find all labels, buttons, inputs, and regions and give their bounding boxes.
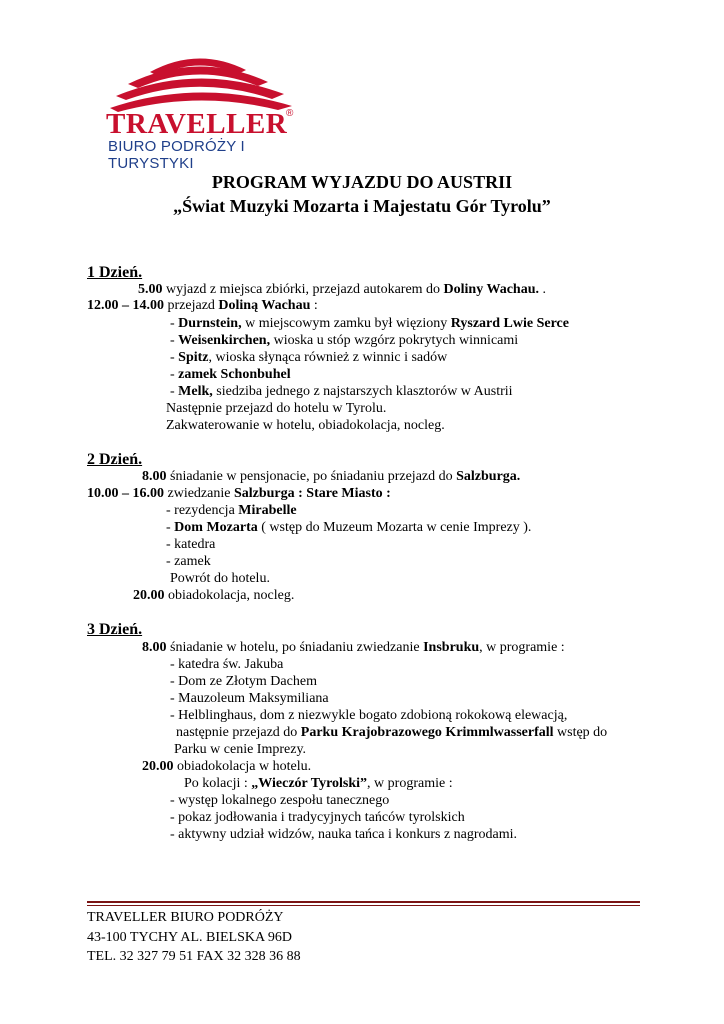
day1-line5: - Spitz, wioska słynąca również z winnic i sadów [170,350,448,365]
day3-line6: następnie przejazd do Parku Krajobrazowego Krimmlwasserfall wstęp do [176,725,608,740]
day1-line8: Następnie przejazd do hotelu w Tyrolu. [166,401,387,416]
day2-line4: - Dom Mozarta ( wstęp do Muzeum Mozarta w cenie Imprezy ). [166,520,532,535]
day3-line5: - Helblinghaus, dom z niezwykle bogato zdobioną rokokową elewacją, [170,708,568,723]
day3-line2: - katedra św. Jakuba [170,657,284,672]
program-title: PROGRAM WYJAZDU DO AUSTRII [211,172,513,192]
day2-line7: Powrót do hotelu. [170,571,270,586]
day3-line9: Po kolacji : „Wieczór Tyrolski”, w programie : [184,776,453,791]
day2-line3: - rezydencja Mirabelle [166,503,297,518]
day1-line1: 5.00 wyjazd z miejsca zbiórki, przejazd autokarem do Doliny Wachau. . [138,282,546,297]
logo-subtitle: BIURO PODRÓŻY I TURYSTYKI [108,138,245,172]
footer-phone: TEL. 32 327 79 51 FAX 32 328 36 88 [87,949,301,964]
footer-company: TRAVELLER BIURO PODRÓŻY [87,910,284,925]
day2-line8: 20.00 obiadokolacja, nocleg. [133,588,295,603]
day3-heading: 3 Dzień. [87,621,143,638]
day3-line10: - występ lokalnego zespołu tanecznego [170,793,390,808]
day1-line2: 12.00 – 14.00 przejazd Doliną Wachau : [87,298,318,313]
day1-line7: - Melk, siedziba jednego z najstarszych klasztorów w Austrii [170,384,513,399]
sun-wave-logo-icon [88,42,306,112]
day1-line6: - zamek Schonbuhel [170,367,291,382]
day2-line2: 10.00 – 16.00 zwiedzanie Salzburga : Stare Miasto : [87,486,391,501]
day3-line4: - Mauzoleum Maksymiliana [170,691,329,706]
day3-line1: 8.00 śniadanie w hotelu, po śniadaniu zwiedzanie Insbruku, w programie : [142,640,565,655]
day2-line6: - zamek [166,554,211,569]
logo-brand-text: TRAVELLER [106,108,288,140]
day3-line11: - pokaz jodłowania i tradycyjnych tańców tyrolskich [170,810,465,825]
registered-mark: ® [286,108,294,119]
footer-address: 43-100 TYCHY AL. BIELSKA 96D [87,930,292,945]
day3-line12: - aktywny udział widzów, nauka tańca i konkurs z nagrodami. [170,827,518,842]
footer-rule [87,901,640,903]
day1-line9: Zakwaterowanie w hotelu, obiadokolacja, nocleg. [166,418,445,433]
day2-heading: 2 Dzień. [87,451,143,468]
day2-line5: - katedra [166,537,216,552]
day3-line7: Parku w cenie Imprezy. [174,742,307,757]
day2-line1: 8.00 śniadanie w pensjonacie, po śniadaniu przejazd do Salzburga. [142,469,521,484]
company-logo [88,42,306,172]
day3-line3: - Dom ze Złotym Dachem [170,674,317,689]
footer-rule-thin [87,905,640,906]
day3-line8: 20.00 obiadokolacja w hotelu. [142,759,312,774]
day1-heading: 1 Dzień. [87,264,143,281]
day1-line4: - Weisenkirchen, wioska u stóp wzgórz pokrytych winnicami [170,333,519,348]
program-subtitle: „Świat Muzyki Mozarta i Majestatu Gór Tyrolu” [173,196,551,216]
day1-line3: - Durnstein, w miejscowym zamku był więziony Ryszard Lwie Serce [170,316,569,331]
